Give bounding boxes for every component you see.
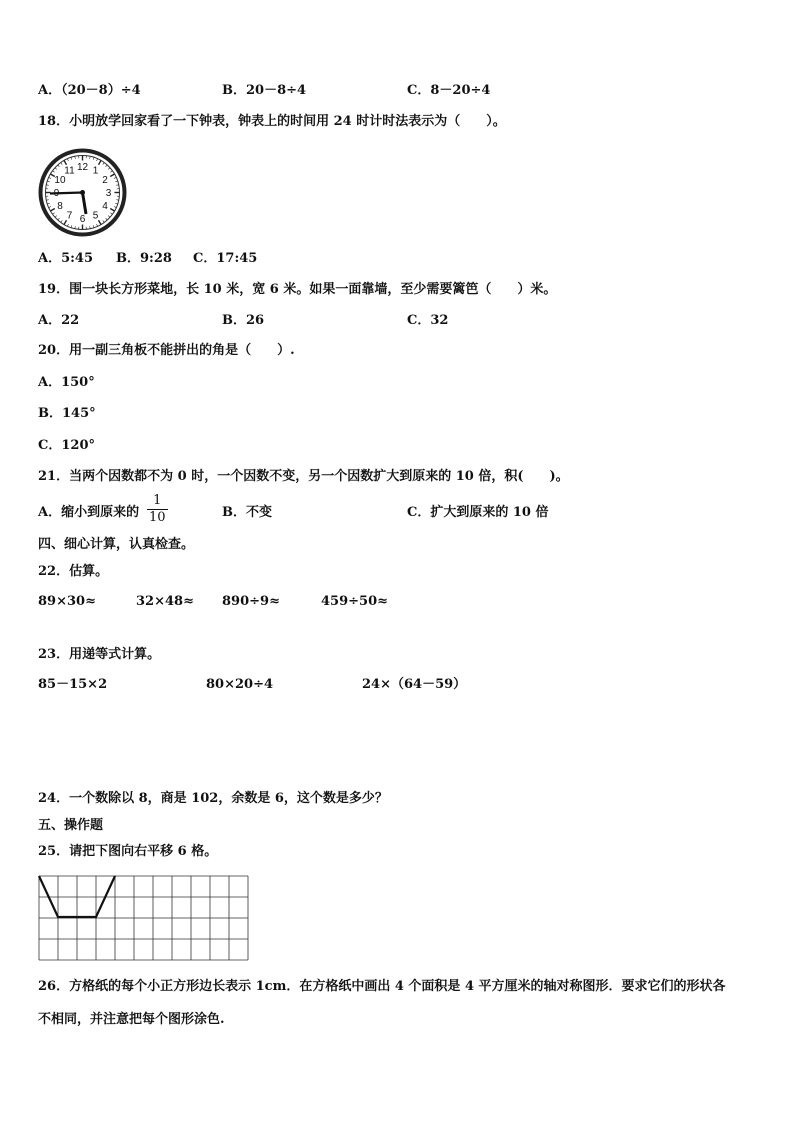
q20-option-c: C．120° [38, 438, 95, 453]
q24-question: 24．一个数除以 8，商是 102，余数是 6，这个数是多少？ [38, 791, 388, 806]
q26-question-line1: 26．方格纸的每个小正方形边长表示 1cm．在方格纸中画出 4 个面积是 4 平方厘米的轴对称图形．要求它们的形状各 [38, 979, 726, 994]
square-grid-figure [38, 875, 250, 965]
q18-option-c: C．17:45 [193, 251, 258, 266]
q19-option-a: A．22 [38, 313, 80, 328]
q20-option-b: B．145° [38, 406, 96, 421]
q22-item-1: 89×30≈ [38, 594, 96, 609]
q22-question: 22．估算。 [38, 564, 109, 579]
q19-option-b: B．26 [222, 313, 265, 328]
clock-number: 1 [92, 165, 99, 177]
q18-option-b: B．9:28 [116, 251, 172, 266]
clock-face-image [38, 148, 127, 237]
q19-question: 19．围一块长方形菜地，长 10 米，宽 6 米。如果一面靠墙，至少需要篱笆（ ）米。 [38, 282, 557, 297]
q19-option-c: C．32 [407, 313, 449, 328]
q17-option-c: C．8－20÷4 [407, 83, 491, 98]
q25-question: 25．请把下图向右平移 6 格。 [38, 844, 218, 859]
clock-number: 3 [105, 188, 112, 199]
q23-question: 23．用递等式计算。 [38, 647, 161, 662]
clock-number: 8 [57, 201, 63, 212]
clock-center-pin [80, 190, 85, 195]
q23-item-2: 80×20÷4 [206, 677, 274, 692]
q17-option-b: B．20－8÷4 [222, 83, 307, 98]
fraction-one-tenth [147, 494, 168, 525]
q21-option-b: B．不变 [222, 505, 272, 520]
q18-option-a: A．5:45 [38, 251, 94, 266]
section-five-title: 五、操作题 [38, 818, 104, 833]
section-four-title: 四、细心计算，认真检查。 [38, 537, 195, 552]
fraction-denominator: 10 [149, 510, 166, 525]
q17-option-a: A．（20－8）÷4 [38, 83, 141, 98]
q22-item-2: 32×48≈ [136, 594, 194, 609]
q23-item-3: 24×（64－59） [362, 677, 467, 692]
q20-question: 20．用一副三角板不能拼出的角是（ ）. [38, 343, 295, 358]
q23-item-1: 85－15×2 [38, 677, 108, 692]
q20-option-a: A．150° [38, 375, 95, 390]
clock-minute-hand [50, 193, 83, 194]
q22-item-3: 890÷9≈ [222, 594, 280, 609]
clock-number: 12 [76, 162, 89, 173]
clock-number: 7 [66, 210, 73, 222]
q22-item-4: 459÷50≈ [321, 594, 389, 609]
fraction-numerator: 1 [153, 493, 162, 508]
clock-number: 4 [102, 201, 108, 212]
clock-number: 5 [92, 210, 99, 222]
clock-number: 2 [102, 175, 108, 186]
clock-number: 10 [54, 175, 66, 186]
clock-number: 11 [64, 165, 75, 177]
clock-number: 6 [79, 214, 86, 225]
q26-question-line2: 不相同，并注意把每个图形涂色. [38, 1012, 225, 1027]
q21-option-c: C．扩大到原来的 10 倍 [407, 505, 549, 520]
q21-option-a: A．缩小到原来的 [38, 505, 140, 520]
q21-question: 21．当两个因数都不为 0 时，一个因数不变，另一个因数扩大到原来的 10 倍，积( )。 [38, 469, 569, 484]
q18-question: 18．小明放学回家看了一下钟表，钟表上的时间用 24 时计时法表示为（ ）。 [38, 114, 506, 129]
